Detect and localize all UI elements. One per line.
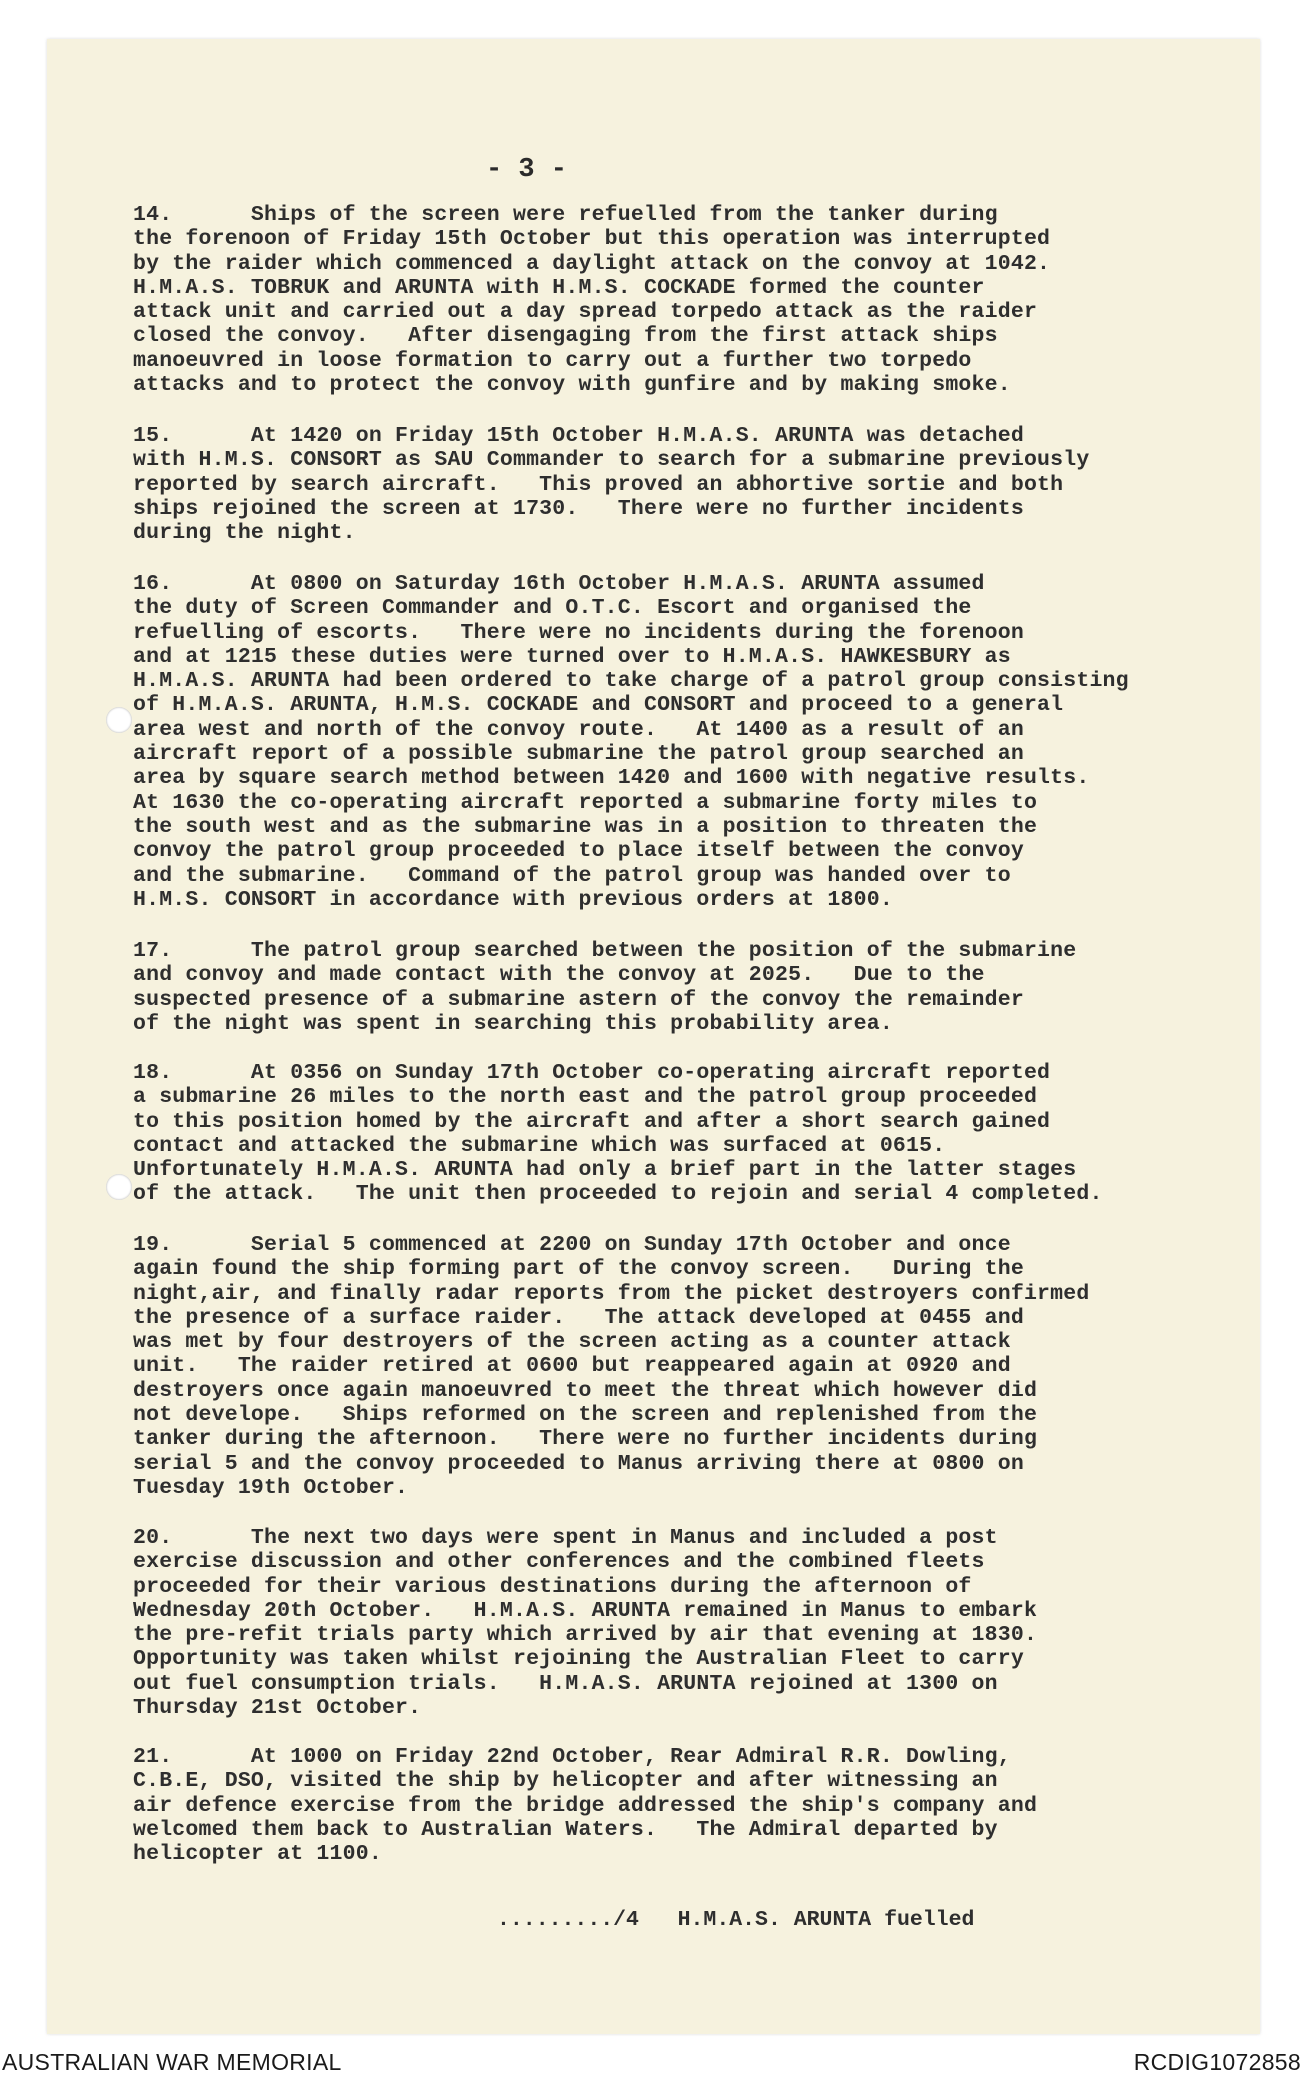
text-line: with H.M.S. CONSORT as SAU Commander to search for a submarine previously [133, 448, 1090, 473]
text-line: again found the ship forming part of the convoy screen. During the [133, 1257, 1024, 1282]
text-line: air defence exercise from the bridge addressed the ship's company and [133, 1793, 1038, 1818]
paragraph-21 [133, 1745, 1263, 1866]
text-line: the presence of a surface raider. The attack developed at 0455 and [133, 1305, 1024, 1330]
text-line: destroyers once again manoeuvred to meet the threat which however did [133, 1378, 1038, 1403]
text-line: At 1630 the co-operating aircraft reported a submarine forty miles to [133, 790, 1038, 815]
text-line: 14. Ships of the screen were refuelled from the tanker during [133, 203, 998, 227]
text-line: tanker during the afternoon. There were no further incidents during [133, 1427, 1038, 1452]
continuation-reference: ........./4 H.M.A.S. ARUNTA fuelled [497, 1908, 975, 1932]
text-line: 17. The patrol group searched between the position of the submarine [133, 939, 1077, 963]
text-line: 18. At 0356 on Sunday 17th October co-operating aircraft reported [133, 1061, 1051, 1085]
text-line: night,air, and finally radar reports from the picket destroyers confirmed [133, 1281, 1090, 1306]
text-line: 20. The next two days were spent in Manus and included a post [133, 1526, 998, 1550]
text-line: proceeded for their various destinations during the afternoon of [133, 1574, 972, 1599]
paragraph-18 [133, 1061, 1263, 1207]
text-line: was met by four destroyers of the screen acting as a counter attack [133, 1330, 1011, 1355]
text-line: 15. At 1420 on Friday 15th October H.M.A.S. ARUNTA was detached [133, 424, 1024, 448]
text-line: of the attack. The unit then proceeded to rejoin and serial 4 completed. [133, 1182, 1103, 1207]
text-line: of the night was spent in searching this probability area. [133, 1011, 893, 1036]
text-line: by the raider which commenced a daylight attack on the convoy at 1042. [133, 251, 1051, 276]
paragraph-14 [133, 203, 1263, 397]
text-line: reported by search aircraft. This proved an abhortive sortie and both [133, 472, 1064, 497]
text-line: closed the convoy. After disengaging from the first attack ships [133, 324, 998, 349]
text-line: of H.M.A.S. ARUNTA, H.M.S. COCKADE and CONSORT and proceed to a general [133, 693, 1064, 718]
text-line: and convoy and made contact with the convoy at 2025. Due to the [133, 963, 985, 988]
text-line: serial 5 and the convoy proceeded to Manus arriving there at 0800 on [133, 1451, 1024, 1476]
text-line: area west and north of the convoy route. At 1400 as a result of an [133, 717, 1024, 742]
text-line: and at 1215 these duties were turned over to H.M.A.S. HAWKESBURY as [133, 644, 1011, 669]
text-line: and the submarine. Command of the patrol group was handed over to [133, 863, 1011, 888]
text-line: Opportunity was taken whilst rejoining the Australian Fleet to carry [133, 1647, 1024, 1672]
text-line: 16. At 0800 on Saturday 16th October H.M.A.S. ARUNTA assumed [133, 572, 985, 596]
text-line: Unfortunately H.M.A.S. ARUNTA had only a brief part in the latter stages [133, 1158, 1077, 1183]
text-line: attacks and to protect the convoy with gunfire and by making smoke. [133, 373, 1011, 398]
text-line: refuelling of escorts. There were no incidents during the forenoon [133, 620, 1024, 645]
text-line: attack unit and carried out a day spread torpedo attack as the raider [133, 300, 1038, 325]
text-line: unit. The raider retired at 0600 but reappeared again at 0920 and [133, 1354, 1011, 1379]
text-line: the pre-refit trials party which arrived by air that evening at 1830. [133, 1623, 1038, 1648]
paragraph-15 [133, 424, 1263, 545]
text-line: Tuesday 19th October. [133, 1475, 409, 1500]
text-line: to this position homed by the aircraft and after a short search gained [133, 1109, 1051, 1134]
text-line: manoeuvred in loose formation to carry out a further two torpedo [133, 348, 972, 373]
text-line: exercise discussion and other conferences and the combined fleets [133, 1550, 985, 1575]
paragraph-19 [133, 1233, 1263, 1500]
text-line: out fuel consumption trials. H.M.A.S. ARUNTA rejoined at 1300 on [133, 1671, 998, 1696]
text-line: contact and attacked the submarine which was surfaced at 0615. [133, 1133, 946, 1158]
text-line: ships rejoined the screen at 1730. There were no further incidents [133, 496, 1024, 521]
text-line: the duty of Screen Commander and O.T.C. Escort and organised the [133, 596, 972, 621]
paragraph-17 [133, 939, 1263, 1036]
text-line: during the night. [133, 521, 356, 546]
text-line: convoy the patrol group proceeded to place itself between the convoy [133, 839, 1024, 864]
text-line: not develope. Ships reformed on the screen and replenished from the [133, 1403, 1038, 1428]
punch-hole-bottom [106, 1174, 132, 1200]
text-line: the forenoon of Friday 15th October but this operation was interrupted [133, 227, 1051, 252]
text-line: the south west and as the submarine was in a position to threaten the [133, 814, 1038, 839]
text-line: helicopter at 1100. [133, 1842, 382, 1867]
paragraph-20 [133, 1526, 1263, 1720]
text-line: Thursday 21st October. [133, 1696, 422, 1721]
text-line: area by square search method between 1420 and 1600 with negative results. [133, 766, 1090, 791]
archive-id: RCDIG1072858 [1133, 2049, 1301, 2075]
text-line: welcomed them back to Australian Waters. The Admiral departed by [133, 1817, 998, 1842]
punch-hole-top [106, 707, 132, 733]
text-line: 19. Serial 5 commenced at 2200 on Sunday 17th October and once [133, 1233, 1011, 1257]
text-line: H.M.S. CONSORT in accordance with previous orders at 1800. [133, 887, 893, 912]
text-line: H.M.A.S. TOBRUK and ARUNTA with H.M.S. COCKADE formed the counter [133, 275, 985, 300]
archive-credit: AUSTRALIAN WAR MEMORIAL [2, 2049, 342, 2075]
text-line: a submarine 26 miles to the north east and the patrol group proceeded [133, 1085, 1038, 1110]
text-line: Wednesday 20th October. H.M.A.S. ARUNTA remained in Manus to embark [133, 1598, 1038, 1623]
text-line: C.B.E, DSO, visited the ship by helicopter and after witnessing an [133, 1769, 998, 1794]
text-line: H.M.A.S. ARUNTA had been ordered to take charge of a patrol group consisting [133, 669, 1129, 694]
paragraph-16 [133, 572, 1263, 912]
text-line: suspected presence of a submarine astern of the convoy the remainder [133, 987, 1024, 1012]
text-line: aircraft report of a possible submarine the patrol group searched an [133, 742, 1024, 767]
page-number: - 3 - [486, 155, 568, 185]
text-line: 21. At 1000 on Friday 22nd October, Rear Admiral R.R. Dowling, [133, 1745, 1011, 1769]
